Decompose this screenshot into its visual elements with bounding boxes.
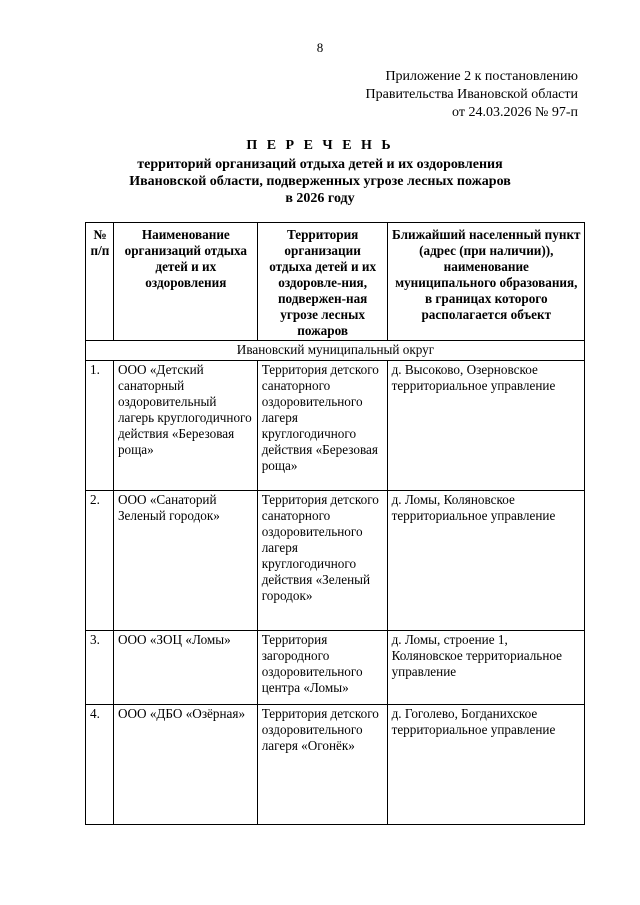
document-title: [0, 137, 640, 207]
table-row: [86, 491, 585, 631]
organization-name: ООО «Санаторий Зеленый городок»: [113, 491, 257, 631]
organizations-table: [85, 222, 585, 825]
row-number: 2.: [86, 491, 114, 631]
region-name: Ивановский муниципальный округ: [86, 341, 585, 361]
location-name: д. Ломы, Коляновское территориальное управление: [387, 491, 584, 631]
appendix-header: [366, 68, 578, 122]
header-number: № п/п: [86, 223, 114, 341]
table-row: [86, 705, 585, 825]
location-name: д. Гоголево, Богданихское территориальное управление: [387, 705, 584, 825]
location-name: д. Высоково, Озерновское территориальное управление: [387, 361, 584, 491]
territory-name: Территория загородного оздоровительного центра «Ломы»: [257, 631, 387, 705]
table-row: [86, 361, 585, 491]
organization-name: ООО «Детский санаторный оздоровительный лагерь круглогодичного действия «Березовая роща»: [113, 361, 257, 491]
table-row: [86, 631, 585, 705]
appendix-line: Правительства Ивановской области: [365, 87, 578, 102]
appendix-line: от 24.03.2026 № 97-п: [452, 105, 578, 120]
page-number: 8: [316, 40, 324, 55]
organization-name: ООО «ДБО «Озёрная»: [113, 705, 257, 825]
organization-name: ООО «ЗОЦ «Ломы»: [113, 631, 257, 705]
territory-name: Территория детского санаторного оздоровительного лагеря круглогодичного действия «Зеленый городок»: [257, 491, 387, 631]
row-number: 1.: [86, 361, 114, 491]
region-row: [86, 341, 585, 361]
header-territory: Территория организации отдыха детей и их оздоровле-ния, подвержен-ная угрозе лесных пожаров: [257, 223, 387, 341]
title-line: Ивановской области, подверженных угрозе лесных пожаров: [129, 174, 511, 189]
row-number: 3.: [86, 631, 114, 705]
title-line: в 2026 году: [285, 191, 355, 206]
table-header-row: [86, 223, 585, 341]
appendix-line: Приложение 2 к постановлению: [385, 69, 578, 84]
header-location: Ближайший населенный пункт (адрес (при наличии)), наименование муниципального образования, в границах которого располагается объект: [387, 223, 584, 341]
location-name: д. Ломы, строение 1, Коляновское территориальное управление: [387, 631, 584, 705]
territory-name: Территория детского оздоровительного лагеря «Огонёк»: [257, 705, 387, 825]
title-main: П Е Р Е Ч Е Н Ь: [246, 138, 394, 153]
row-number: 4.: [86, 705, 114, 825]
header-organization: Наименование организаций отдыха детей и их оздоровления: [113, 223, 257, 341]
title-line: территорий организаций отдыха детей и их оздоровления: [137, 157, 503, 172]
territory-name: Территория детского санаторного оздоровительного лагеря круглогодичного действия «Березовая роща»: [257, 361, 387, 491]
